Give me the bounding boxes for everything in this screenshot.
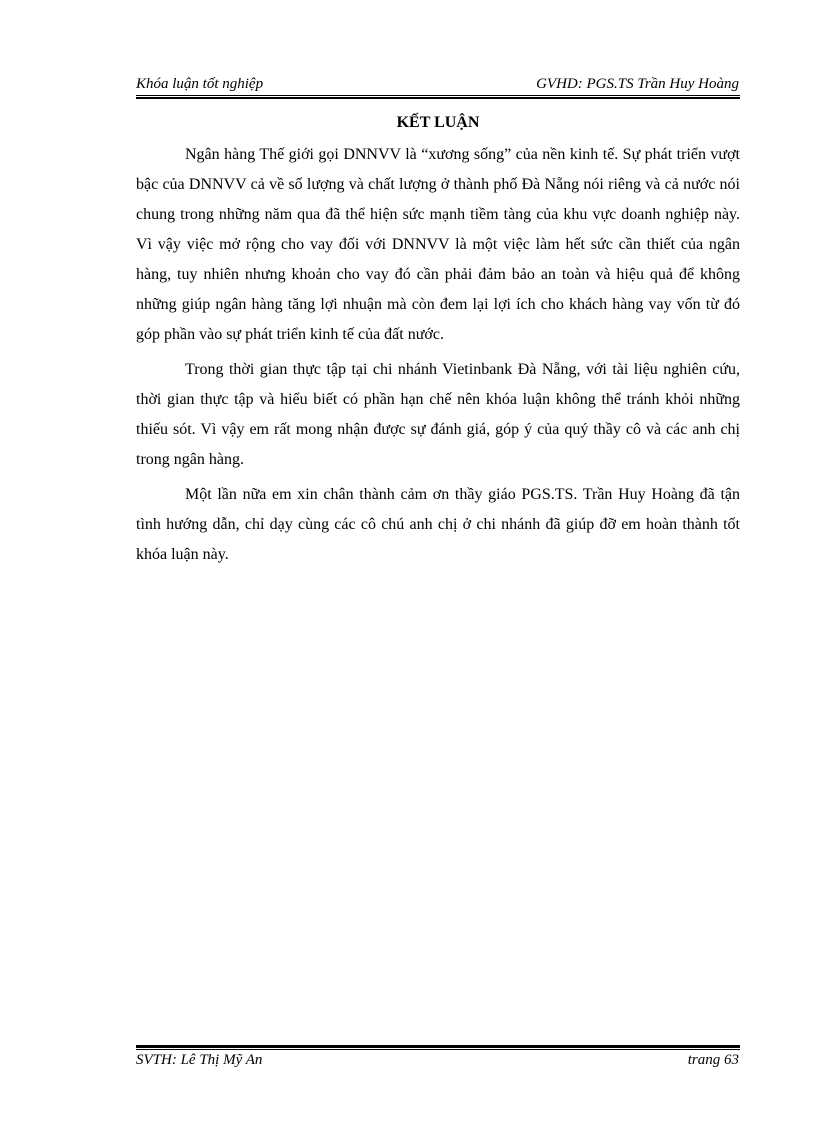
paragraph: Ngân hàng Thế giới gọi DNNVV là “xương sống” của nền kinh tế. Sự phát triển vượt bậc của DNNVV cả về số lượng và chất lượng ở thành phố Đà Nẵng nói riêng và cả nước nói chung trong những năm qua đã thể hiện sức mạnh tiềm tàng của khu vực doanh nghiệp này. Vì vậy việc mở rộng cho vay đối với DNNVV là một việc làm hết sức cần thiết của ngân hàng, tuy nhiên nhưng khoản cho vay đó cần phải đảm bảo an toàn và hiệu quả để không những giúp ngân hàng tăng lợi nhuận mà còn đem lại lợi ích cho khách hàng vay vốn từ đó góp phần vào sự phát triển kinh tế của đất nước. — [136, 146, 740, 343]
page-title: KẾT LUẬN — [396, 114, 480, 131]
footer-page-number: trang 63 — [687, 1052, 739, 1068]
document-body — [136, 140, 740, 575]
header-thesis-label: Khóa luận tốt nghiệp — [136, 76, 264, 92]
footer-student-label: SVTH: Lê Thị Mỹ An — [136, 1052, 263, 1068]
page-header — [136, 76, 739, 96]
footer-divider — [136, 1045, 740, 1050]
header-advisor-label: GVHD: PGS.TS Trần Huy Hoàng — [536, 76, 739, 92]
page-footer — [136, 1052, 739, 1072]
paragraph: Một lần nữa em xin chân thành cảm ơn thầy giáo PGS.TS. Trần Huy Hoàng đã tận tình hướng dẫn, chỉ dạy cùng các cô chú anh chị ở chi nhánh đã giúp đỡ em hoàn thành tốt khóa luận này. — [136, 486, 740, 563]
header-divider — [136, 95, 740, 99]
paragraph: Trong thời gian thực tập tại chi nhánh Vietinbank Đà Nẵng, với tài liệu nghiên cứu, thời gian thực tập và hiểu biết có phần hạn chế nên khóa luận không thể tránh khỏi những thiếu sót. Vì vậy em rất mong nhận được sự đánh giá, góp ý của quý thầy cô và các anh chị trong ngân hàng. — [136, 361, 740, 468]
